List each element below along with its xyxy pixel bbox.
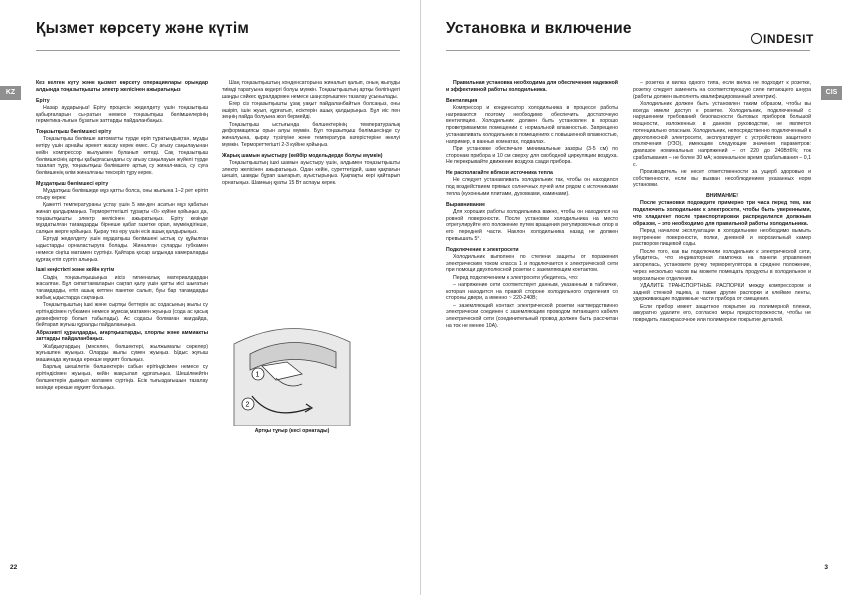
text-column-2 [633,80,811,532]
paragraph: Шаң тоңазытқыштың конденсаторына жиналып қалып, оның жылуды тиімді таратуына кедергі болуы мүмкін. Тоңазытқыштың артқы бөлігіндегі шаңды сәйкес құралдармен немесе шаңсорғышпен тазалау ұсынылады. [222,80,400,100]
paragraph: Тоңазытқыштың ішкі және сыртқы беттерін ас содасының жылы су ерітіндісімен губкамен немесе жұмсақ матамен жуыңыз (сода ас қасық дезинфектор болып табылады). Ас содасы болмаған жағдайда, бейтарап жуғыш құралды пайдаланыңыз. [36,302,208,329]
brand-ring-icon [751,33,762,44]
paragraph: Для хороших работы холодильника важно, чтобы он находился на ровной поверхности. После установки холодильника на место отрегулируйте его положение путем вращения регулировочных опор в его передней части. Наклон холодильника назад не должен превышать 5°. [446,208,618,242]
paragraph: Перед началом эксплуатации в холодильнике необходимо вымыть внутренние поверхности, полки, дневной и морозильный камер раствором пищевой соды. [633,227,811,248]
paragraph: При установке обеспечьте минимальные зазоры (3-5 см) по сторонам прибора и 10 см сверху для свободной циркуляции воздуха. Не перекрывайте движение воздуха сзади прибора. [446,145,618,166]
brand-name: INDESIT [763,32,814,46]
paragraph: Холодильник должен быть установлен таким образом, чтобы вы всегда имели доступ к розетке. Холодильник, подключенный с нарушением требований безопасности бытовых приборов большой мощности, изложенных в данном руководстве, не является потенциально опасным. Холодильник, непосредственно подключенный к двухполюсной электросети, эксплуатирует с устройством защитного отключения (УЗО), имеющим следующие значения параметров: диапазон номинальных напряжений – от 220 до 240В±6%; ток срабатывания – не более 30 мА; номинальное время срабатывания – 0,1 с. [633,100,811,168]
paragraph: Компрессор и конденсатор холодильника в процессе работы нагреваются поэтому необходимо обеспечить достаточную вентиляцию. Холодильник должен быть установлен в хорошо проветриваемом помещении с нормальной влажностью. Запрещено устанавливать холодильник в помещениях с повышенной влажностью, например, в ванных комнатах, подвалах. [446,104,618,145]
paragraph: – заземляющий контакт электрической розетки нагтвердствинно электрически соединен с заземляющим проводом питающего кабеля электрической сети (соединительный провод должен быть рассчитан на ток не менее 10А). [446,302,618,329]
paragraph: Барлық шешілетін бөлшектерін сабын ерітіндісімен немесе су ерітіндісімен жуыңыз, кейін жақсылап құрғатыңыз. Шешілмейтін бөлшектерін дымқыл матамен сүртіңіз. Есік тығыздағышын тазалау кезінде ерекше мұқият болыңыз. [36,364,208,391]
section-heading: Тоңазытқыш бөлімшесі еріту [36,129,112,135]
section-heading: Еріту [36,97,50,104]
paragraph: Тоңазытқыштың ішкі шамын ауыстыру үшін, алдымен тоңазытқышты электр желісінен ажыратыңыз. Одан кейін, суреттегідей, шам қақпағын шешіп, шамды бұрап шығарып, ауыстырыңыз. Қақпақты кері қайтарып орнатыңыз. Шамның қуаты 15 Вт аспауы керек. [222,159,400,186]
paragraph: – напряжение сети соответствует данным, указанным в табличке, которая находится на правой стороне холодильного отделения со стороны двери, а именно ~ 220-240В; [446,281,618,302]
paragraph: Производитель не несет ответственности за ущерб здоровью и собственности, если вы вызван несоблюдением указанных норм установки. [633,168,811,189]
section-heading: Правильная установка необходима для обеспечения надежной и эффективной работы холодильника. [446,80,618,93]
page-number: 3 [824,564,828,571]
paragraph: Перед подключением к электросети убедитесь, что: [453,274,579,281]
paragraph: Если прибор имеет защитное покрытие из полимерной пленки, аккуратно удалите его, согласно меры предосторожности, чтобы не повредить лакокрасочное или полимерное покрытие деталей. [633,303,811,323]
text-column-2 [222,80,400,298]
paragraph: Егер сіз тоңазытқышты ұзақ уақыт пайдаланбайтын болсаңыз, оны өшіріп, ішін жуып, құрғатып, есіктерін ашық қалдырыңыз. Бұл иіс пен зеңнің пайда болуына жол бермейді. [222,100,400,121]
section-heading: Не располагайте вблизи источника тепла [446,170,553,176]
paragraph: Холодильник выполнен по степени защиты от поражения электрическим током класса 1 и подключается к электрической сети при помощи двухполюсной розетки с заземляющим контактом. [446,253,618,274]
paragraph: Жабдықтардың (мәселен, бөлшектері, жылжымалы сөрелер) жуғышпен жуыңыз. Оларды жылы сумен жуыңыз. Ыдыс жуғыш машинада жуғанда ерекше мұқият болыңыз. [36,343,208,363]
section-heading: ВНИМАНИЕ! [706,193,738,199]
paragraph: Назар аударыңыз! Еріту процесін жеделдету үшін тоңазытқыш қабырғаларын сы-ратын немесе тоңазытқыш бөлімшелерінің герметика-лығын бұзатын заттарды пайдаланбаңыз. [36,104,208,125]
section-heading: Выравнивание [446,201,485,208]
paragraph: Мұздатқыш бөлімшеде мұз қатты болса, оны жылына 1–2 рет ерітіп отыру керек: [36,188,208,201]
paragraph: Ертуді жеделдету үшін мұздатқыш бөлімшені ыстық су құйылған ыдыстарды орналастыруға болады. Жиналған суларды губкамен немесе сіңгіш матамен сүртіңіз. Қайтара қосар алдында камераларды құрғақ етіп сүртіп алыңыз. [36,236,208,263]
section-heading: Кез келген күту және қызмет көрсету операциялары орындар алдында тоңазытқышты электр желісінен ажыратыңыз [36,80,208,93]
language-tab: KZ [0,86,21,100]
section-heading: Ішкі кеңістікті және кейін күтім [36,267,115,274]
page-title: Қызмет көрсету және күтім [36,20,250,37]
section-heading: Подключение к электросети [446,246,519,253]
text-column-1 [446,80,618,532]
section-heading: Жарық шамын ауыстыру (кейбір модельдерде болуы мүмкін) [222,152,383,159]
lamp-replacement-figure [232,304,352,426]
right-page [421,0,842,595]
paragraph: Сіздің тоңазытқышыңыз иісіз гигиеналық материалдардан жасалған. Бұл сипаттамаларын сақтап қалу үшін қатты иісі шығатын тағамдарды, етіп ашық кетпен пакетке салып, буы бар тағамдарды жабық ыдыстарда сақтаңыз. [36,274,208,301]
section-heading: Мұздатқыш бөлімшесі еріту [36,180,109,187]
section-heading: После установки подождите примерно три часа перед тем, как подключить холодильник к электросети, чтобы быть уверенными, что хладагент после транспортировки распределился должным образом, – это необходимо для правильной работы холодильника. [633,200,811,227]
page-title: Установка и включение [446,20,632,37]
language-tab: CIS [821,86,842,100]
paragraph: Тоңазытқыш ыстығында бөлшектерінің температуралық деформациясы орын алуы мүмкін. Бұл тоңазытқыш бөлімшесінде су жиналуына, қырау түзілуіне және температура өзгерістеріне әкелуі мүмкін. Термореттегішті 2-3 күйіне қойыңыз. [222,121,400,148]
paragraph: УДАЛИТЕ ТРАНСПОРТНЫЕ РАСПОРКИ между компрессором и задней стенкой ящика, а также другие распорки и клейкие ленты, удерживающие подвижные части прибора от смещения. [633,282,811,303]
section-heading: Абразивті құралдарды, ағартқыштарды, хлорлы және аммиакты заттарды пайдаланбаңыз. [36,329,208,343]
text-column-1 [36,80,208,532]
title-rule [446,50,810,51]
paragraph: После того, как вы подключили холодильник к электрической сети, убедитесь, что индикаторная лампочка на панели управления загорелась, установите ручку терморегулятора в среднее положение, через несколько часов вы можете помещать продукты в холодильное и морозильное отделения. [633,248,811,282]
section-heading: Вентиляция [446,97,478,104]
paragraph: Тоңазытқыш бөлімше автоматты түрде еріп тұратындықтан, мұзды кетіру үшін арнайы әрекет жасау керек емес. Су ағызу саңылауынан кейін компрессор жылуымен буланып кетеді. Сақ тоңазытқыш бөлімшесінің артқы қабырғасындағы су ағызу саңылауын жүйелі түрде тазалап тұру, тоңазытқыш бөлімшеге артық су жинал-маса, су суға бөлімшенің өлім жиналғаны тексеріп тұру керек. [36,136,208,176]
title-rule [36,50,400,51]
figure-caption: Артқы тұғыр (кесі орнатады) [254,428,330,434]
svg-text:1: 1 [255,371,260,379]
svg-text:2: 2 [245,401,250,409]
page-number: 22 [10,564,18,571]
paragraph: Не следует устанавливать холодильник так, чтобы он находился под воздействием прямых солнечных лучей или рядом с источниками тепла (кухонными плитами, духовками, каминами). [446,177,618,197]
brand-logo [751,32,814,46]
paragraph: – розетка и вилка одного типа, если вилка не подходит к розетке, розетку следует заменить на соответствующую силе питающего шнура (работы должен выполнять квалифицированный электрик). [633,80,811,100]
paragraph: Қажетті температураны ұстау үшін 5 мм-ден асатын мұз қабатын жинап қалдырмаңыз. Термореттегішті тұрақты «0» күйіне қойыңыз да, тоңазытқышты электр желісінен ажыратыңыз. Еріту кезінде мұздатылған тағамдарды бірнеше қабат газетке орап, мүмкіндігінше, салқын жерге қойыңыз. Қырау тез еру үшін есік ашық қалдырыңыз. [36,202,208,235]
